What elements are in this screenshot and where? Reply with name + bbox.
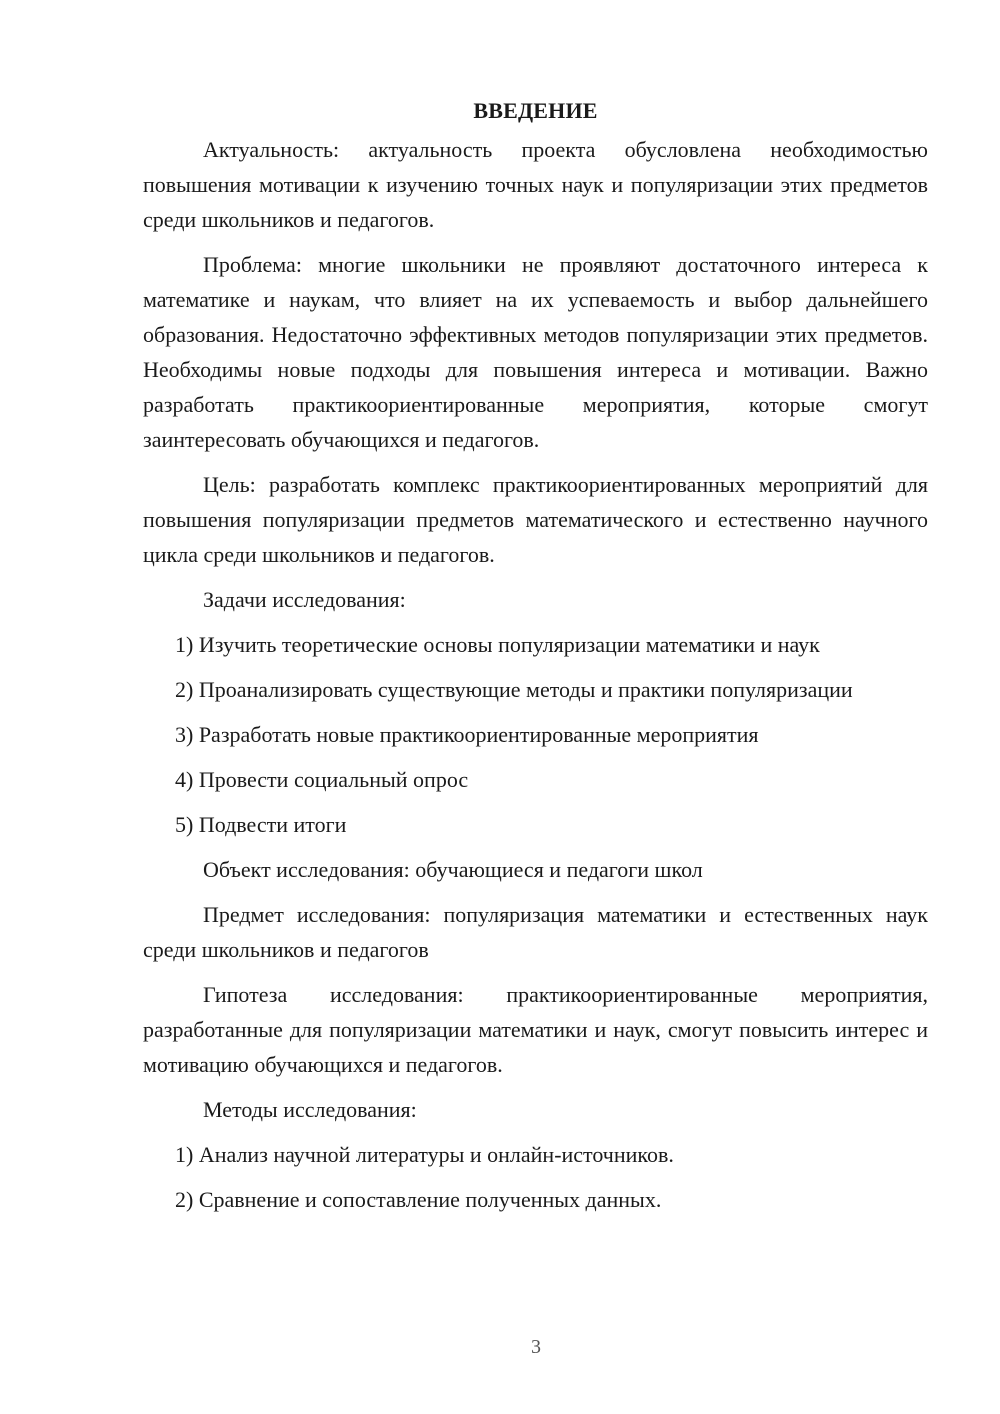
page-number: 3 <box>531 1336 541 1358</box>
paragraph-problem: Проблема: многие школьники не проявляют достаточного интереса к математике и наукам, что влияет на их успеваемость и выбор дальнейшего образования. Недостаточно эффективных методов популяризации этих предметов. Необходимы новые подходы для повышения интереса и мотивации. Важно разработать практикоориентированные мероприятия, которые смогут заинтересовать обучающихся и педагогов. <box>143 252 928 452</box>
list-item-task-5: 5) Подвести итоги <box>175 812 347 837</box>
list-item-task-3: 3) Разработать новые практикоориентированные мероприятия <box>175 722 759 747</box>
paragraph-object: Объект исследования: обучающиеся и педагоги школ <box>203 857 703 882</box>
list-item-method-2: 2) Сравнение и сопоставление полученных данных. <box>175 1187 662 1212</box>
paragraph-subject: Предмет исследования: популяризация математики и естественных наук среди школьников и педагогов <box>143 902 928 962</box>
paragraph-goal: Цель: разработать комплекс практикоориентированных мероприятий для повышения популяризации предметов математического и естественно научного цикла среди школьников и педагогов. <box>143 472 928 567</box>
paragraph-relevance: Актуальность: актуальность проекта обусловлена необходимостью повышения мотивации к изучению точных наук и популяризации этих предметов среди школьников и педагогов. <box>143 137 928 232</box>
section-heading: ВВЕДЕНИЕ <box>473 98 598 123</box>
list-item-task-1: 1) Изучить теоретические основы популяризации математики и наук <box>175 632 820 657</box>
list-item-task-4: 4) Провести социальный опрос <box>175 767 469 792</box>
list-item-method-1: 1) Анализ научной литературы и онлайн-источников. <box>175 1142 674 1167</box>
list-item-task-2: 2) Проанализировать существующие методы и практики популяризации <box>175 677 853 702</box>
document-page <box>143 96 928 1227</box>
paragraph-methods-title: Методы исследования: <box>203 1097 417 1122</box>
paragraph-hypothesis: Гипотеза исследования: практикоориентированные мероприятия, разработанные для популяризации математики и наук, смогут повысить интерес и мотивацию обучающихся и педагогов. <box>143 982 928 1077</box>
paragraph-tasks-title: Задачи исследования: <box>203 587 406 612</box>
